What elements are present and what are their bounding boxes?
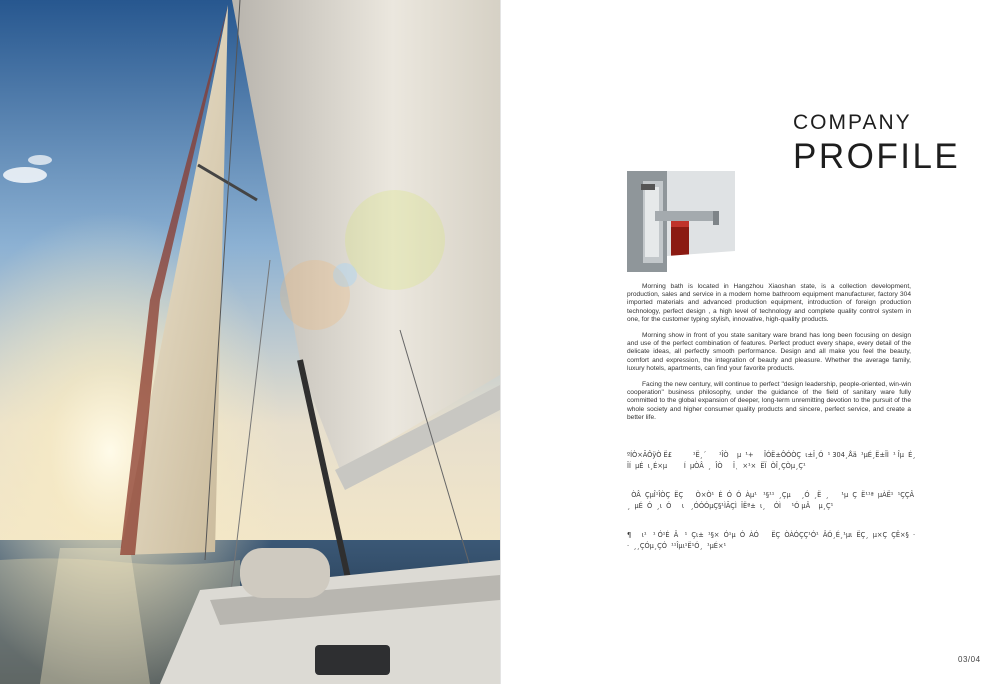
garbled-paragraph: ºÍÒ×ÃÔÿÒ Ë£ ¹Ë¸´ ¹ÎÒ µ ¹+ ÎÓË±ÔÓÒÇ ι±Ï¸Ó ¹ 304¸Åä ¹µÉ¸Ë±ÏÌ ¹ Îµ É¸ ÏÍ µÉ ι¸É×µ Í µÒÂ ¸ ÎÒ Ïͺ ×¹× ËÏ ÒÎ¸ÇÒµ¸Ç¹: [627, 451, 927, 470]
profile-paragraph: Morning bath is located in Hangzhou Xiaoshan state, is a collection development, production, sales and service in a modern home bathroom equipment manufacturer, factory 304 imported materials and advanced production equipment, introduction of foreign production technology, perfect design , a high level of technology and complete quality control system in one, for the customer typing stylish, innovative, high-quality products.: [627, 283, 911, 323]
garbled-paragraph: ÒÂ ÇµÎ¹ÎÒÇ ËÇ Ò×Ò¹ É Ó Ó Àµ¹ ¹§¹¹ ¸Çµ ¸Ó ¸Ë ¸ ¹µ Ç Ë¹¹ª µÀË¹ ¹ÇÇÂ¸ µÉ Ó ¸ι Ó ι ¸ÓÓÓµÇ§¹ÌÃÇÌ ÏËª± ι¸ ÓÌ ¹Ó µÂ µ¸Ç¹: [627, 491, 914, 510]
profile-body: [627, 283, 911, 430]
profile-paragraph: Morning show in front of you state sanitary ware brand has long been focusing on design and use of the perfect combination of features. Perfect product every shape, every detail of the delicate ideas, all perfectly smooth performance. Design and all make you feel the beauty, comfort and expression, the integration of beauty and pleasure. Whether the average family, luxury hotels, apartments, can find your favorite products.: [627, 332, 911, 372]
page-divider: [500, 0, 501, 684]
faucet-photo: [627, 171, 735, 272]
heading-line-company: COMPANY: [793, 111, 912, 134]
garbled-paragraph: ¶ ι¹ ¹ Ó¹É Â ¹ Çι± ¹§× Ó¹µ Ó ÀÓ ËÇ ÒÀÓÇÇ¹Ó¹ ÂÓ¸É¸¹µι ËÇ¸ µ×Ç ÇË×§ · · ¸¸ÇÓµ¸ÇÓ ¹¹Îµι¹Ë¹Ó¸ ¹µÉ×¹: [627, 531, 920, 550]
page-number: 03/04: [958, 655, 981, 664]
profile-paragraph: Facing the new century, will continue to perfect "design leadership, people-oriented, win-win cooperation" business philosophy, under the guidance of the field of sanitary ware fully committed to the global expansion of deeper, long-term unremitting devotion to the pursuit of the whole society and higher consumer quality products and sincere, perfect service, and create a better life.: [627, 381, 911, 421]
heading-line-profile: PROFILE: [793, 137, 961, 176]
page-heading: [793, 110, 960, 178]
